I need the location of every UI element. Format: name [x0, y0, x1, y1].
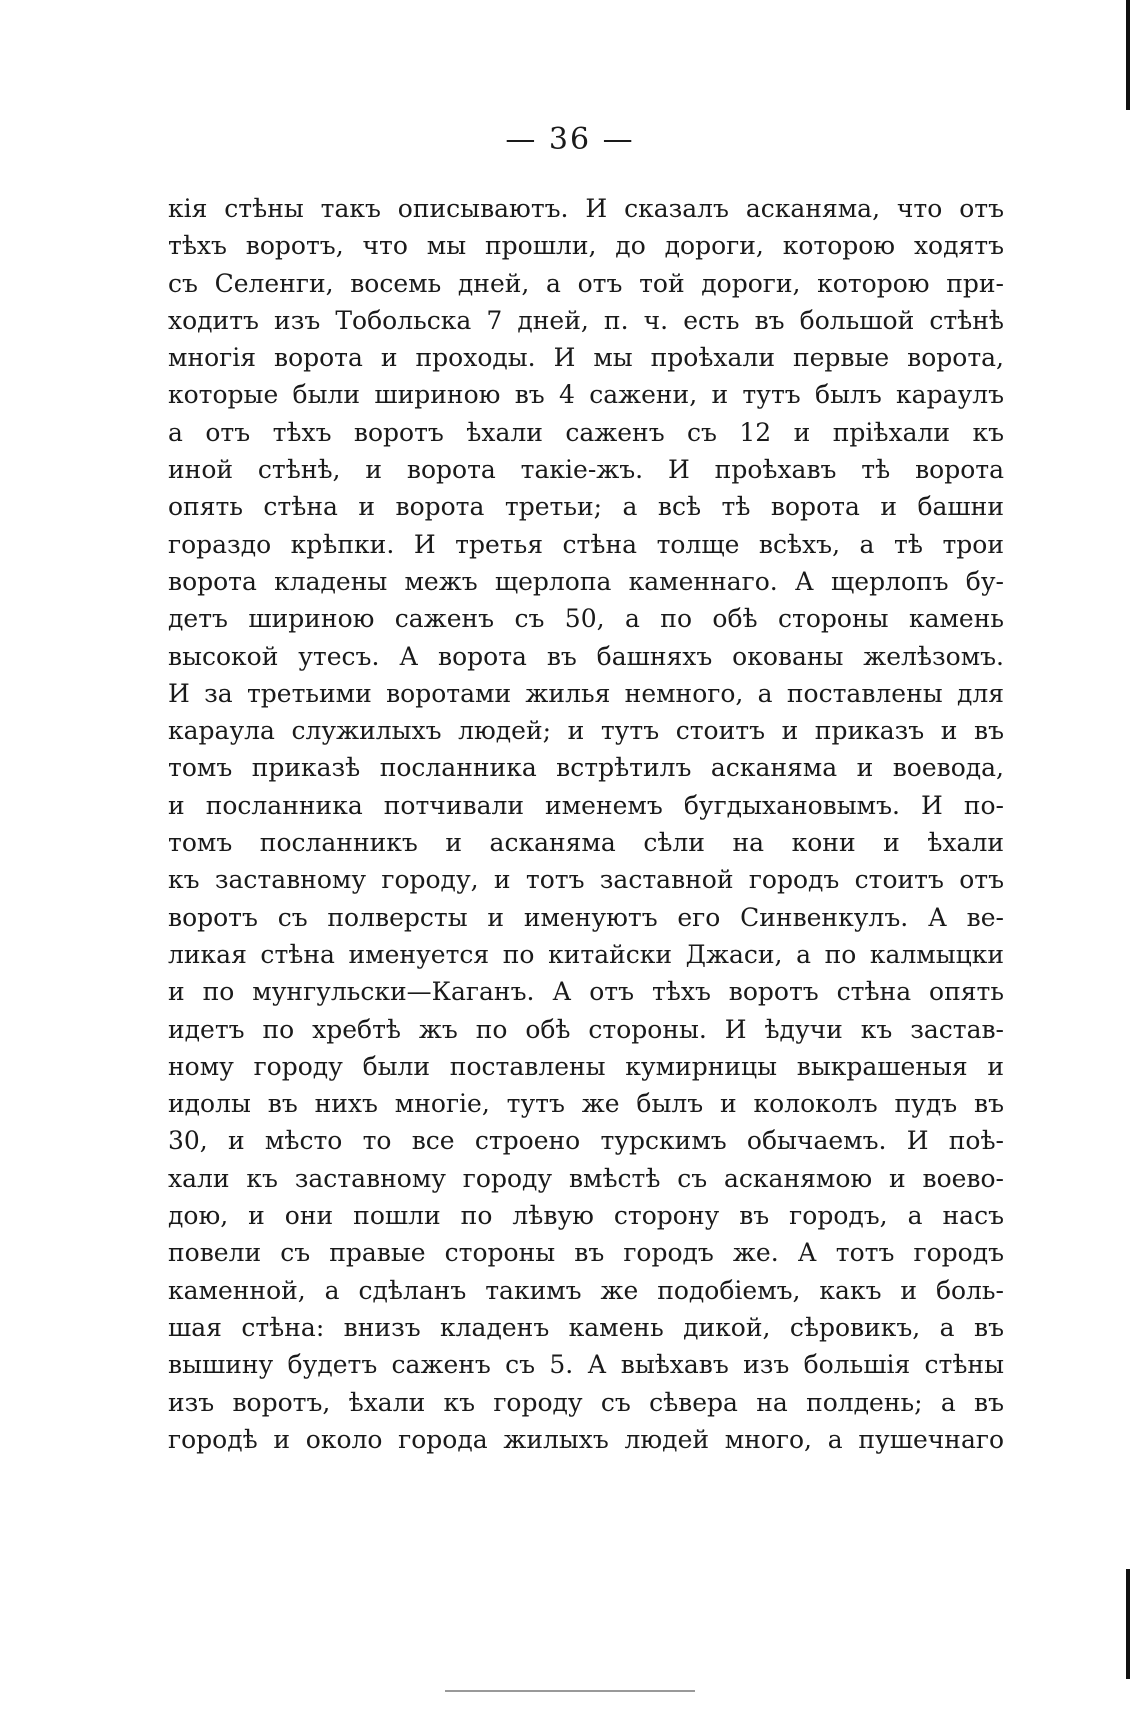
text-line: съ Селенги, восемь дней, а отъ той дороги, которою при-: [168, 268, 1004, 298]
text-line: И за третьими воротами жилья немного, а поставлены для: [168, 678, 1004, 708]
text-line: высокой утесъ. А ворота въ башняхъ окованы желѣзомъ.: [168, 641, 1004, 671]
text-line: ходитъ изъ Тобольска 7 дней, п. ч. есть въ большой стѣнѣ: [168, 305, 1004, 335]
text-line: кія стѣны такъ описываютъ. И сказалъ асканяма, что отъ: [168, 194, 1004, 223]
text-line: повели съ правые стороны въ городъ же. А тотъ городъ: [168, 1238, 1004, 1268]
text-line: гораздо крѣпки. И третья стѣна толще всѣхъ, а тѣ трои: [168, 529, 1004, 559]
text-line: каменной, а сдѣланъ такимъ же подобіемъ, какъ и боль-: [168, 1275, 1004, 1305]
text-line: городѣ и около города жилыхъ людей много, а пушечнаго: [168, 1424, 1004, 1454]
text-line: воротъ съ полверсты и именуютъ его Синвенкулъ. А ве-: [168, 902, 1004, 932]
page-number: — 36 —: [505, 122, 635, 157]
text-line: детъ шириною саженъ съ 50, а по обѣ стороны камень: [168, 604, 1004, 634]
text-line: которые были шириною въ 4 сажени, и тутъ былъ караулъ: [168, 380, 1004, 410]
text-line: изъ воротъ, ѣхали къ городу съ сѣвера на полдень; а въ: [168, 1387, 1004, 1417]
text-line: идолы въ нихъ многіе, тутъ же былъ и колоколъ пудъ въ: [168, 1089, 1004, 1119]
body-text: [168, 190, 1004, 1458]
text-line: 30, и мѣсто то все строено турскимъ обычаемъ. И поѣ-: [168, 1126, 1004, 1156]
text-line: караула служилыхъ людей; и тутъ стоитъ и приказъ и въ: [168, 716, 1004, 746]
text-line: идетъ по хребтѣ жъ по обѣ стороны. И ѣдучи къ застав-: [168, 1014, 1004, 1044]
text-line: и посланника потчивали именемъ бугдыхановымъ. И по-: [168, 790, 1004, 820]
text-line: къ заставному городу, и тотъ заставной городъ стоитъ отъ: [168, 865, 1004, 895]
text-line: а отъ тѣхъ воротъ ѣхали саженъ съ 12 и пріѣхали къ: [168, 417, 1004, 447]
text-line: ликая стѣна именуется по китайски Джаси, а по калмыцки: [168, 939, 1004, 969]
text-line: дою, и они пошли по лѣвую сторону въ городъ, а насъ: [168, 1201, 1004, 1231]
text-line: ному городу были поставлены кумирницы выкрашеныя и: [168, 1051, 1004, 1081]
bottom-rule: [445, 1690, 695, 1692]
page-edge-mark-top: [1126, 0, 1130, 110]
text-line: вышину будетъ саженъ съ 5. А выѣхавъ изъ большія стѣны: [168, 1350, 1004, 1380]
text-line: иной стѣнѣ, и ворота такіе-жъ. И проѣхавъ тѣ ворота: [168, 455, 1004, 485]
text-line: шая стѣна: внизъ кладенъ камень дикой, сѣровикъ, а въ: [168, 1312, 1004, 1342]
text-line: тѣхъ воротъ, что мы прошли, до дороги, которою ходятъ: [168, 231, 1004, 261]
text-line: опять стѣна и ворота третьи; а всѣ тѣ ворота и башни: [168, 492, 1004, 522]
text-line: многія ворота и проходы. И мы проѣхали первые ворота,: [168, 343, 1004, 373]
text-line: хали къ заставному городу вмѣстѣ съ асканямою и воево-: [168, 1163, 1004, 1193]
text-line: томъ посланникъ и асканяма сѣли на кони и ѣхали: [168, 828, 1004, 858]
text-line: томъ приказѣ посланника встрѣтилъ асканяма и воевода,: [168, 753, 1004, 783]
text-line: ворота кладены межъ щерлопа каменнаго. А щерлопъ бу-: [168, 566, 1004, 596]
page-edge-mark-bottom: [1126, 1569, 1130, 1679]
text-line: и по мунгульски—Каганъ. А отъ тѣхъ воротъ стѣна опять: [168, 977, 1004, 1007]
